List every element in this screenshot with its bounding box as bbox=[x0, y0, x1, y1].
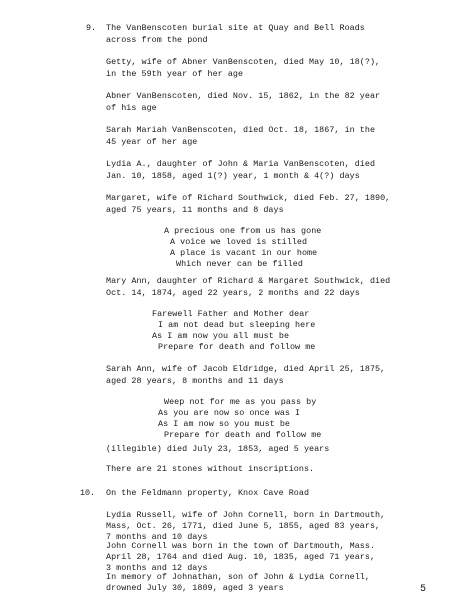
verse-line: A voice we loved is stilled bbox=[170, 237, 308, 247]
entry-line: (illegible) died July 23, 1853, aged 5 years bbox=[106, 444, 330, 454]
entry-line: aged 75 years, 11 months and 8 days bbox=[106, 205, 284, 215]
entry-line: Lydia A., daughter of John & Maria VanBenscoten, died bbox=[106, 159, 376, 169]
entry-line: In memory of Johnathan, son of John & Lydia Cornell, bbox=[106, 572, 370, 582]
verse-line: As I am now so you must be bbox=[158, 419, 290, 429]
section-heading-line: The VanBenscoten burial site at Quay and Bell Roads bbox=[106, 23, 365, 33]
verse-line: A place is vacant in our home bbox=[170, 248, 318, 258]
entry-line: Margaret, wife of Richard Southwick, died Feb. 27, 1890, bbox=[106, 193, 391, 203]
entry-line: drowned July 30, 1809, aged 3 years bbox=[106, 583, 284, 593]
entry-line: of his age bbox=[106, 103, 157, 113]
entry-line: Oct. 14, 1874, aged 22 years, 2 months and 22 days bbox=[106, 288, 360, 298]
verse-line: I am not dead but sleeping here bbox=[158, 320, 316, 330]
entry-line: Sarah Ann, wife of Jacob Eldridge, died April 25, 1875, bbox=[106, 364, 386, 374]
section-number: 10. bbox=[80, 488, 96, 498]
verse-line: Prepare for death and follow me bbox=[164, 430, 322, 440]
verse-line: A precious one from us has gone bbox=[164, 226, 322, 236]
section-heading-line: across from the pond bbox=[106, 35, 208, 45]
entry-line: 3 months and 12 days bbox=[106, 563, 208, 573]
entry-line: Sarah Mariah VanBenscoten, died Oct. 18, 1867, in the bbox=[106, 125, 376, 135]
verse-line: As I am now you all must be bbox=[152, 331, 290, 341]
entry-line: Abner VanBenscoten, died Nov. 15, 1862, in the 82 year bbox=[106, 91, 381, 101]
entry-line: Mass, Oct. 26, 1771, died June 5, 1855, aged 83 years, bbox=[106, 521, 381, 531]
entry-line: Getty, wife of Abner VanBenscoten, died May 10, 18(?), bbox=[106, 57, 381, 67]
page-number: 5 bbox=[420, 584, 427, 595]
entry-line: John Cornell was born in the town of Dartmouth, Mass. bbox=[106, 541, 376, 551]
entry-line: April 28, 1764 and died Aug. 10, 1835, aged 71 years, bbox=[106, 552, 376, 562]
entry-line: 7 months and 10 days bbox=[106, 532, 208, 542]
verse-line: Weep not for me as you pass by bbox=[164, 397, 317, 407]
note-line: There are 21 stones without inscriptions. bbox=[106, 464, 315, 474]
entry-line: Lydia Russell, wife of John Cornell, born in Dartmouth, bbox=[106, 510, 386, 520]
entry-line: 45 year of her age bbox=[106, 137, 198, 147]
section-number: 9. bbox=[86, 23, 97, 33]
section-heading-line: On the Feldmann property, Knox Cave Road bbox=[106, 488, 310, 498]
verse-line: Farewell Father and Mother dear bbox=[152, 309, 310, 319]
verse-line: Which never can be filled bbox=[176, 259, 303, 269]
entry-line: Mary Ann, daughter of Richard & Margaret Southwick, died bbox=[106, 276, 391, 286]
entry-line: Jan. 10, 1858, aged 1(?) year, 1 month & 4(?) days bbox=[106, 171, 360, 181]
verse-line: As you are now so once was I bbox=[158, 408, 301, 418]
entry-line: aged 28 years, 8 months and 11 days bbox=[106, 376, 284, 386]
verse-line: Prepare for death and follow me bbox=[158, 342, 316, 352]
entry-line: in the 59th year of her age bbox=[106, 69, 244, 79]
